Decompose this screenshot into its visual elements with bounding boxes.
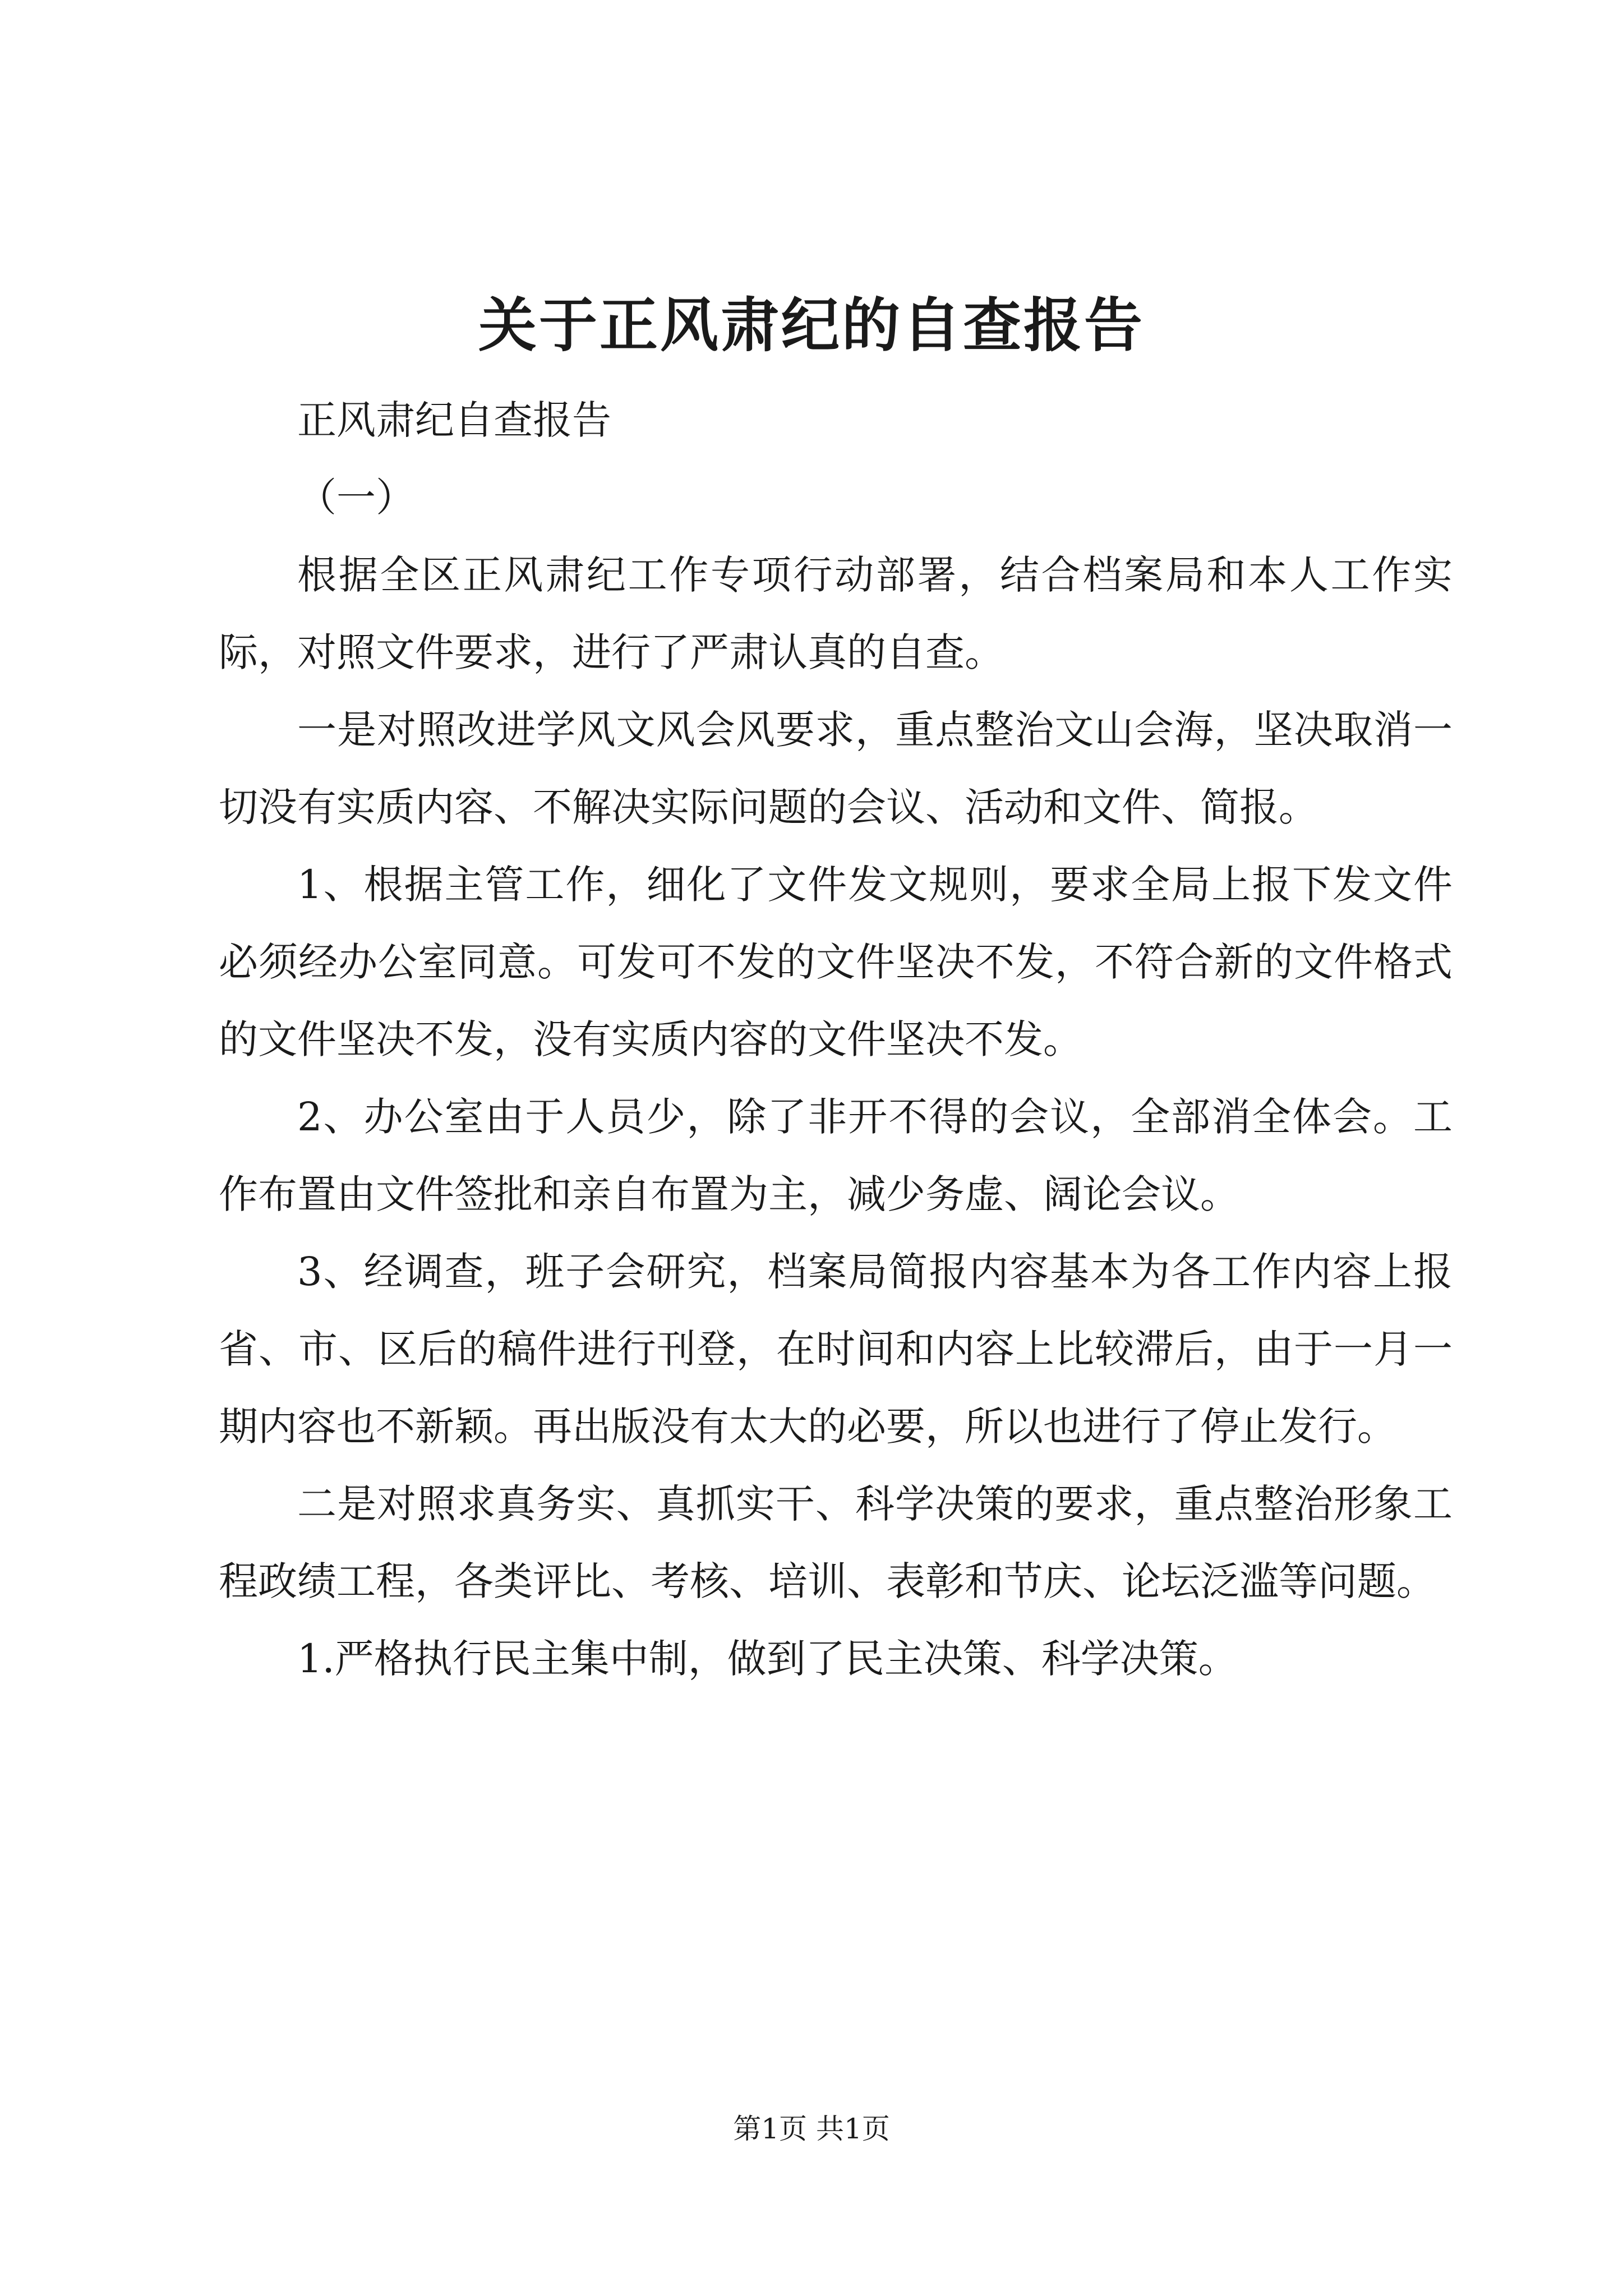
document-body	[219, 381, 1453, 1697]
item-3-paragraph: 3、经调查，班子会研究，档案局简报内容基本为各工作内容上报省、市、区后的稿件进行刊登，在时间和内容上比较滞后，由于一月一期内容也不新颖。再出版没有太大的必要，所以也进行了停止发行。	[219, 1249, 1453, 1450]
section-marker-paragraph: （一）	[297, 475, 415, 521]
intro-paragraph: 根据全区正风肃纪工作专项行动部署，结合档案局和本人工作实际，对照文件要求，进行了严肃认真的自查。	[219, 552, 1453, 675]
item-1-paragraph: 1、根据主管工作，细化了文件发文规则，要求全局上报下发文件必须经办公室同意。可发可不发的文件坚决不发，不符合新的文件格式的文件坚决不发，没有实质内容的文件坚决不发。	[219, 862, 1453, 1062]
item-2-paragraph: 2、办公室由于人员少，除了非开不得的会议，全部消全体会。工作布置由文件签批和亲自布置为主，减少务虚、阔论会议。	[219, 1094, 1453, 1217]
page-number-footer: 第1页 共1页	[733, 2113, 890, 2145]
subtitle-paragraph: 正风肃纪自查报告	[297, 397, 611, 443]
document-title: 关于正风肃纪的自查报告	[478, 291, 1145, 360]
item-1b-paragraph: 1.严格执行民主集中制，做到了民主决策、科学决策。	[297, 1636, 1238, 1682]
point-two-paragraph: 二是对照求真务实、真抓实干、科学决策的要求，重点整治形象工程政绩工程，各类评比、考核、培训、表彰和节庆、论坛泛滥等问题。	[219, 1481, 1453, 1604]
point-one-paragraph: 一是对照改进学风文风会风要求，重点整治文山会海，坚决取消一切没有实质内容、不解决实际问题的会议、活动和文件、简报。	[219, 707, 1453, 830]
